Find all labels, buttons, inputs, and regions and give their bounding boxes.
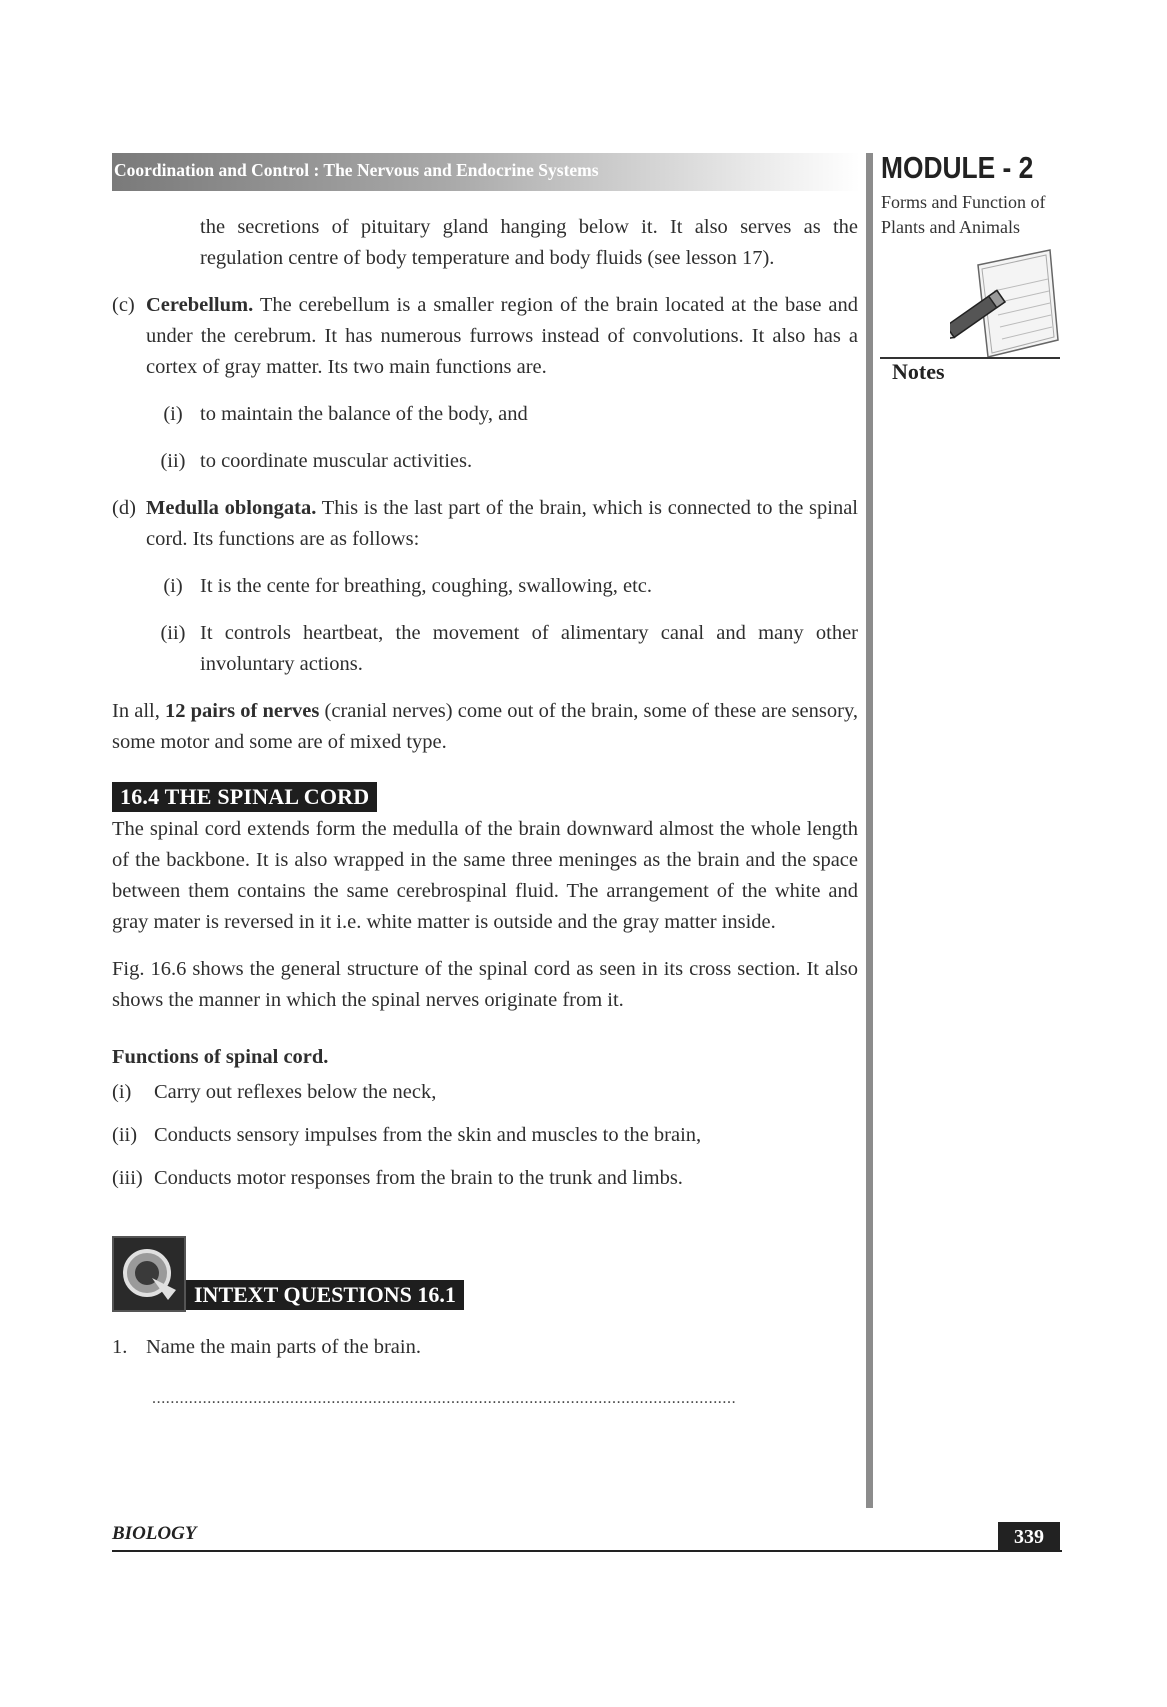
- section-heading-spinal-cord: 16.4 THE SPINAL CORD: [112, 782, 377, 812]
- list-item: [112, 1120, 858, 1151]
- module-subtitle: Forms and Function of Plants and Animals: [881, 192, 1046, 237]
- list-item-label: (i): [112, 1081, 132, 1103]
- medulla-text: This is the last part of the brain, which is connected to the spinal cord. Its functions are as follows:: [146, 497, 859, 550]
- list-item: [112, 399, 858, 430]
- list-item-label: (ii): [112, 1124, 138, 1146]
- medulla-item: [112, 493, 858, 555]
- notes-label: Notes: [892, 359, 945, 384]
- question-text: Name the main parts of the brain.: [146, 1336, 421, 1358]
- list-item-label: (ii): [160, 622, 186, 644]
- cerebellum-description: [146, 290, 858, 383]
- list-item-text: Conducts sensory impulses from the skin and muscles to the brain,: [154, 1124, 702, 1146]
- footer-subject: BIOLOGY: [112, 1523, 197, 1544]
- bold-term: 12 pairs of nerves: [165, 700, 320, 722]
- list-item-text: to maintain the balance of the body, and: [200, 403, 528, 425]
- list-item-label: (i): [163, 575, 183, 597]
- intext-questions-heading: INTEXT QUESTIONS 16.1: [186, 1280, 464, 1310]
- text-span: In all,: [112, 700, 165, 722]
- question-magnifier-icon: [112, 1236, 186, 1312]
- list-item-text: Conducts motor responses from the brain to the trunk and limbs.: [154, 1167, 683, 1189]
- list-item-label: (ii): [160, 450, 186, 472]
- list-item: [112, 446, 858, 477]
- list-item-text: to coordinate muscular activities.: [200, 450, 473, 472]
- functions-title: Functions of spinal cord.: [112, 1046, 329, 1068]
- list-item: [112, 1077, 858, 1108]
- cranial-nerves-paragraph: [112, 696, 858, 758]
- running-header-title: Coordination and Control : The Nervous and Endocrine Systems: [114, 160, 599, 180]
- list-item-label: (iii): [112, 1167, 143, 1189]
- notes-pencil-icon: [950, 245, 1060, 365]
- medulla-term: Medulla oblongata.: [146, 497, 317, 519]
- question-item: [112, 1332, 858, 1363]
- list-item-text: It is the cente for breathing, coughing, swallowing, etc.: [200, 575, 653, 597]
- module-title: MODULE - 2: [881, 150, 1034, 185]
- spinal-cord-paragraph-2: Fig. 16.6 shows the general structure of the spinal cord as seen in its cross section. It also shows the manner in which the spinal nerves originate from it.: [112, 958, 858, 1011]
- spinal-cord-paragraph-1: The spinal cord extends form the medulla of the brain downward almost the whole length of the backbone. It is also wrapped in the same three meninges as the brain and the space between them contains the same cerebrospinal fluid. The arrangement of the white and gray mater is reversed in it i.e. white matter is outside and the gray matter inside.: [112, 818, 858, 933]
- text-span: (cranial nerves) come out of the brain, some of these are sensory, some motor and some are of mixed type.: [112, 700, 858, 753]
- list-item: [112, 618, 858, 680]
- item-label: (d): [112, 497, 136, 519]
- page-number: 339: [998, 1522, 1060, 1552]
- margin-divider: [866, 153, 873, 1508]
- cerebellum-item: [112, 290, 858, 383]
- intro-continuation: the secretions of pituitary gland hanging below it. It also serves as the regulation centre of body temperature and body fluids (see lesson 17).: [200, 216, 858, 269]
- item-label: (c): [112, 294, 135, 316]
- list-item: [112, 1163, 858, 1194]
- answer-line: ...............................................................................................................................: [152, 1390, 737, 1407]
- main-content: [112, 212, 858, 1414]
- list-item-text: It controls heartbeat, the movement of alimentary canal and many other involuntary actions.: [200, 622, 858, 675]
- intext-questions-block: [112, 1236, 858, 1322]
- cerebellum-term: Cerebellum.: [146, 294, 254, 316]
- list-item-label: (i): [163, 403, 183, 425]
- medulla-description: [146, 493, 858, 555]
- cerebellum-text: The cerebellum is a smaller region of the brain located at the base and under the cerebrum. It has numerous furrows instead of convolutions. It also has a cortex of gray matter. Its two main functions are.: [146, 294, 858, 378]
- list-item-text: Carry out reflexes below the neck,: [154, 1081, 437, 1103]
- footer-rule: [112, 1550, 1062, 1552]
- question-number: 1.: [112, 1336, 128, 1358]
- list-item: [112, 571, 858, 602]
